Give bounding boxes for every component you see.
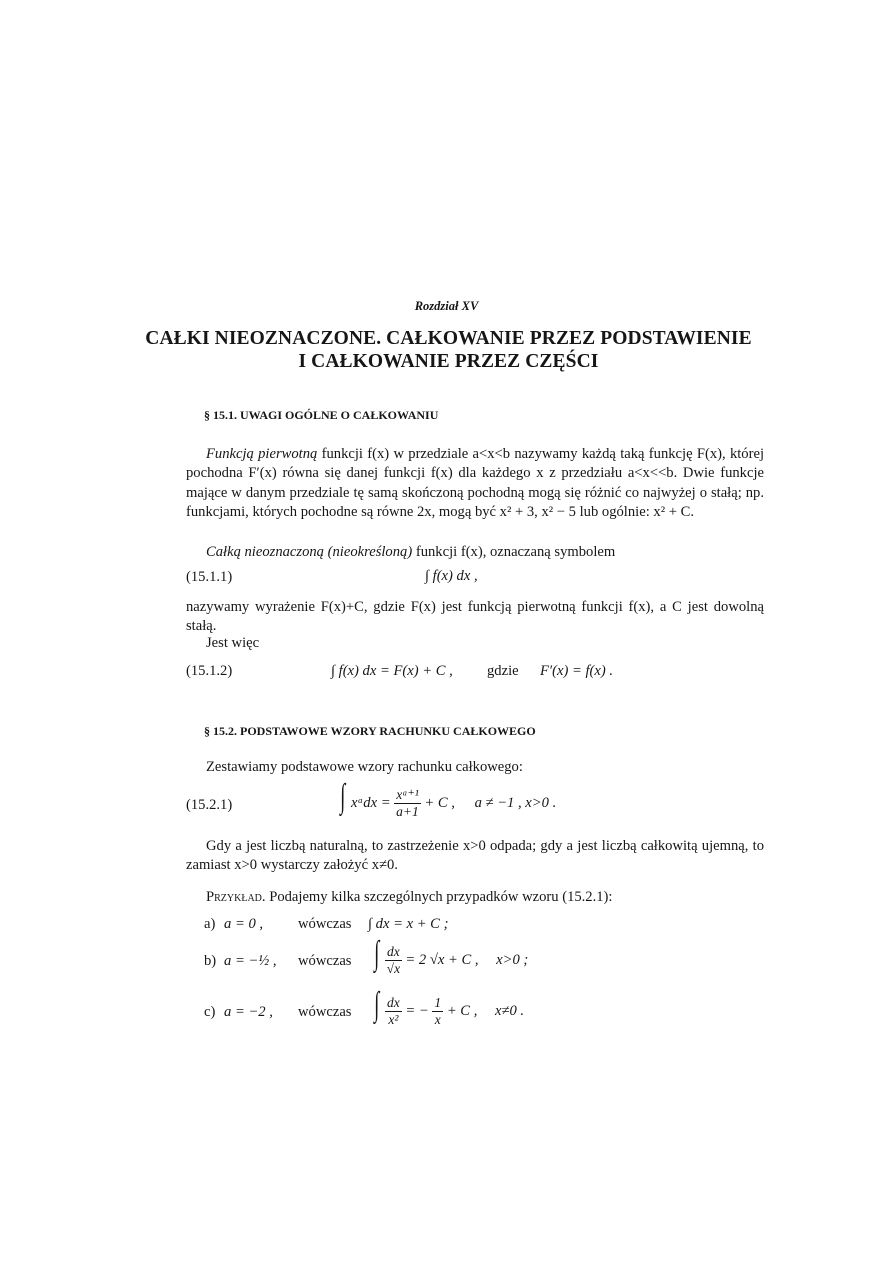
formula-15-2-1 (338, 780, 556, 820)
case-a-word: wówczas (298, 916, 352, 932)
equation-label-15-1-1: (15.1.1) (186, 569, 233, 585)
formula-rhs: + C , (446, 1003, 478, 1019)
case-b-word: wówczas (298, 953, 352, 969)
formula-15-1-2-right: F′(x) = f(x) . (540, 663, 613, 679)
rhs-fraction-denominator: x (434, 1012, 441, 1028)
equals-minus: = − (405, 1003, 429, 1019)
fraction-denominator: a+1 (396, 804, 419, 820)
case-b-label: b) (204, 953, 217, 969)
term-indefinite-integral: Całką nieoznaczoną (206, 544, 324, 560)
case-c-formula (372, 988, 524, 1028)
case-b-condition: a = −½ , (224, 953, 277, 969)
case-b-formula (372, 937, 528, 977)
rhs-fraction-numerator: 1 (434, 995, 442, 1011)
paragraph-basic-formulas (186, 758, 764, 777)
fraction-denominator: √x (386, 961, 401, 977)
formula-lhs: xᵃdx = (350, 795, 391, 811)
formula-15-1-2-left: ∫ f(x) dx = F(x) + C , (331, 663, 453, 679)
chapter-title-line-2: I CAŁKOWANIE PRZEZ CZĘŚCI (298, 351, 599, 372)
case-c-word: wówczas (298, 1004, 352, 1020)
formula-rhs: = 2 √x + C , (405, 952, 479, 968)
fraction-numerator: dx (386, 995, 400, 1011)
term-alternative: (nieokreśloną) (327, 544, 413, 560)
case-a-condition: a = 0 , (224, 916, 264, 932)
case-a-label: a) (204, 916, 216, 932)
integral-sign: ∫ (374, 935, 380, 972)
formula-15-1-2-word: gdzie (487, 663, 519, 679)
paragraph-therefore (186, 634, 764, 653)
example-text: Podajemy kilka szczególnych przypadków wzoru (15.2.1): (269, 889, 613, 905)
equation-label-15-1-2: (15.1.2) (186, 663, 233, 679)
paragraph-expression (186, 598, 764, 637)
fraction (394, 787, 421, 820)
case-a-formula: ∫ dx = x + C ; (368, 916, 449, 932)
fraction-denominator: x² (388, 1012, 399, 1028)
fraction (385, 944, 402, 977)
chapter-title-line-1: CAŁKI NIEOZNACZONE. CAŁKOWANIE PRZEZ PODSTAWIENIE (145, 328, 752, 349)
term-antiderivative: Funkcją pierwotną (206, 446, 318, 462)
integral-sign: ∫ (374, 986, 380, 1023)
integral-sign: ∫ (340, 778, 346, 815)
paragraph-text: funkcji f(x) w przedziale a<x<b nazywamy każdą taką funkcję F(x), której pochodna F′(x) równa się danej funkcji f(x) dla każdego x z przedziału a<x<<b. Dwie funkcje mające w danym przedziale tę samą skończoną pochodną mogą się różnić co najwyżej o stałą; np. funkcjami, których pochodne są równe 2x, mogą być x² + 3, x² − 5 lub ogólnie: x² + C. (186, 446, 764, 520)
section-heading-15-1: § 15.1. UWAGI OGÓLNE O CAŁKOWANIU (204, 408, 439, 422)
paragraph-text: nazywamy wyrażenie F(x)+C, gdzie F(x) jest funkcją pierwotną funkcji f(x), a C jest dowolną stałą. (186, 599, 764, 635)
rhs-fraction (432, 995, 443, 1028)
equation-label-15-2-1: (15.2.1) (186, 797, 233, 813)
paragraph-indefinite-integral (186, 543, 764, 562)
formula-15-1-1: ∫ f(x) dx , (425, 568, 478, 584)
example-label: Przykład. (206, 889, 266, 905)
paragraph-text: Jest więc (206, 635, 260, 651)
fraction-numerator: xᵃ⁺¹ (396, 787, 419, 803)
fraction (385, 995, 402, 1028)
formula-condition: x≠0 . (495, 1003, 525, 1019)
paragraph-natural-number-note (186, 837, 764, 876)
paragraph-antiderivative-definition (186, 445, 764, 522)
paragraph-text: Zestawiamy podstawowe wzory rachunku całkowego: (206, 759, 523, 775)
formula-condition: x>0 ; (496, 952, 529, 968)
paragraph-text: funkcji f(x), oznaczaną symbolem (415, 544, 616, 560)
chapter-label: Rozdział XV (414, 299, 479, 313)
paragraph-text: Gdy a jest liczbą naturalną, to zastrzeżenie x>0 odpada; gdy a jest liczbą całkowitą ujemną, to zamiast x>0 wystarczy założyć x≠0. (186, 838, 764, 874)
paragraph-example (186, 888, 764, 907)
fraction-numerator: dx (386, 944, 400, 960)
formula-rhs: + C , (424, 795, 455, 811)
section-heading-15-2: § 15.2. PODSTAWOWE WZORY RACHUNKU CAŁKOWEGO (204, 724, 536, 738)
formula-condition: a ≠ −1 , x>0 . (474, 795, 557, 811)
case-c-condition: a = −2 , (224, 1004, 273, 1020)
case-c-label: c) (204, 1004, 216, 1020)
